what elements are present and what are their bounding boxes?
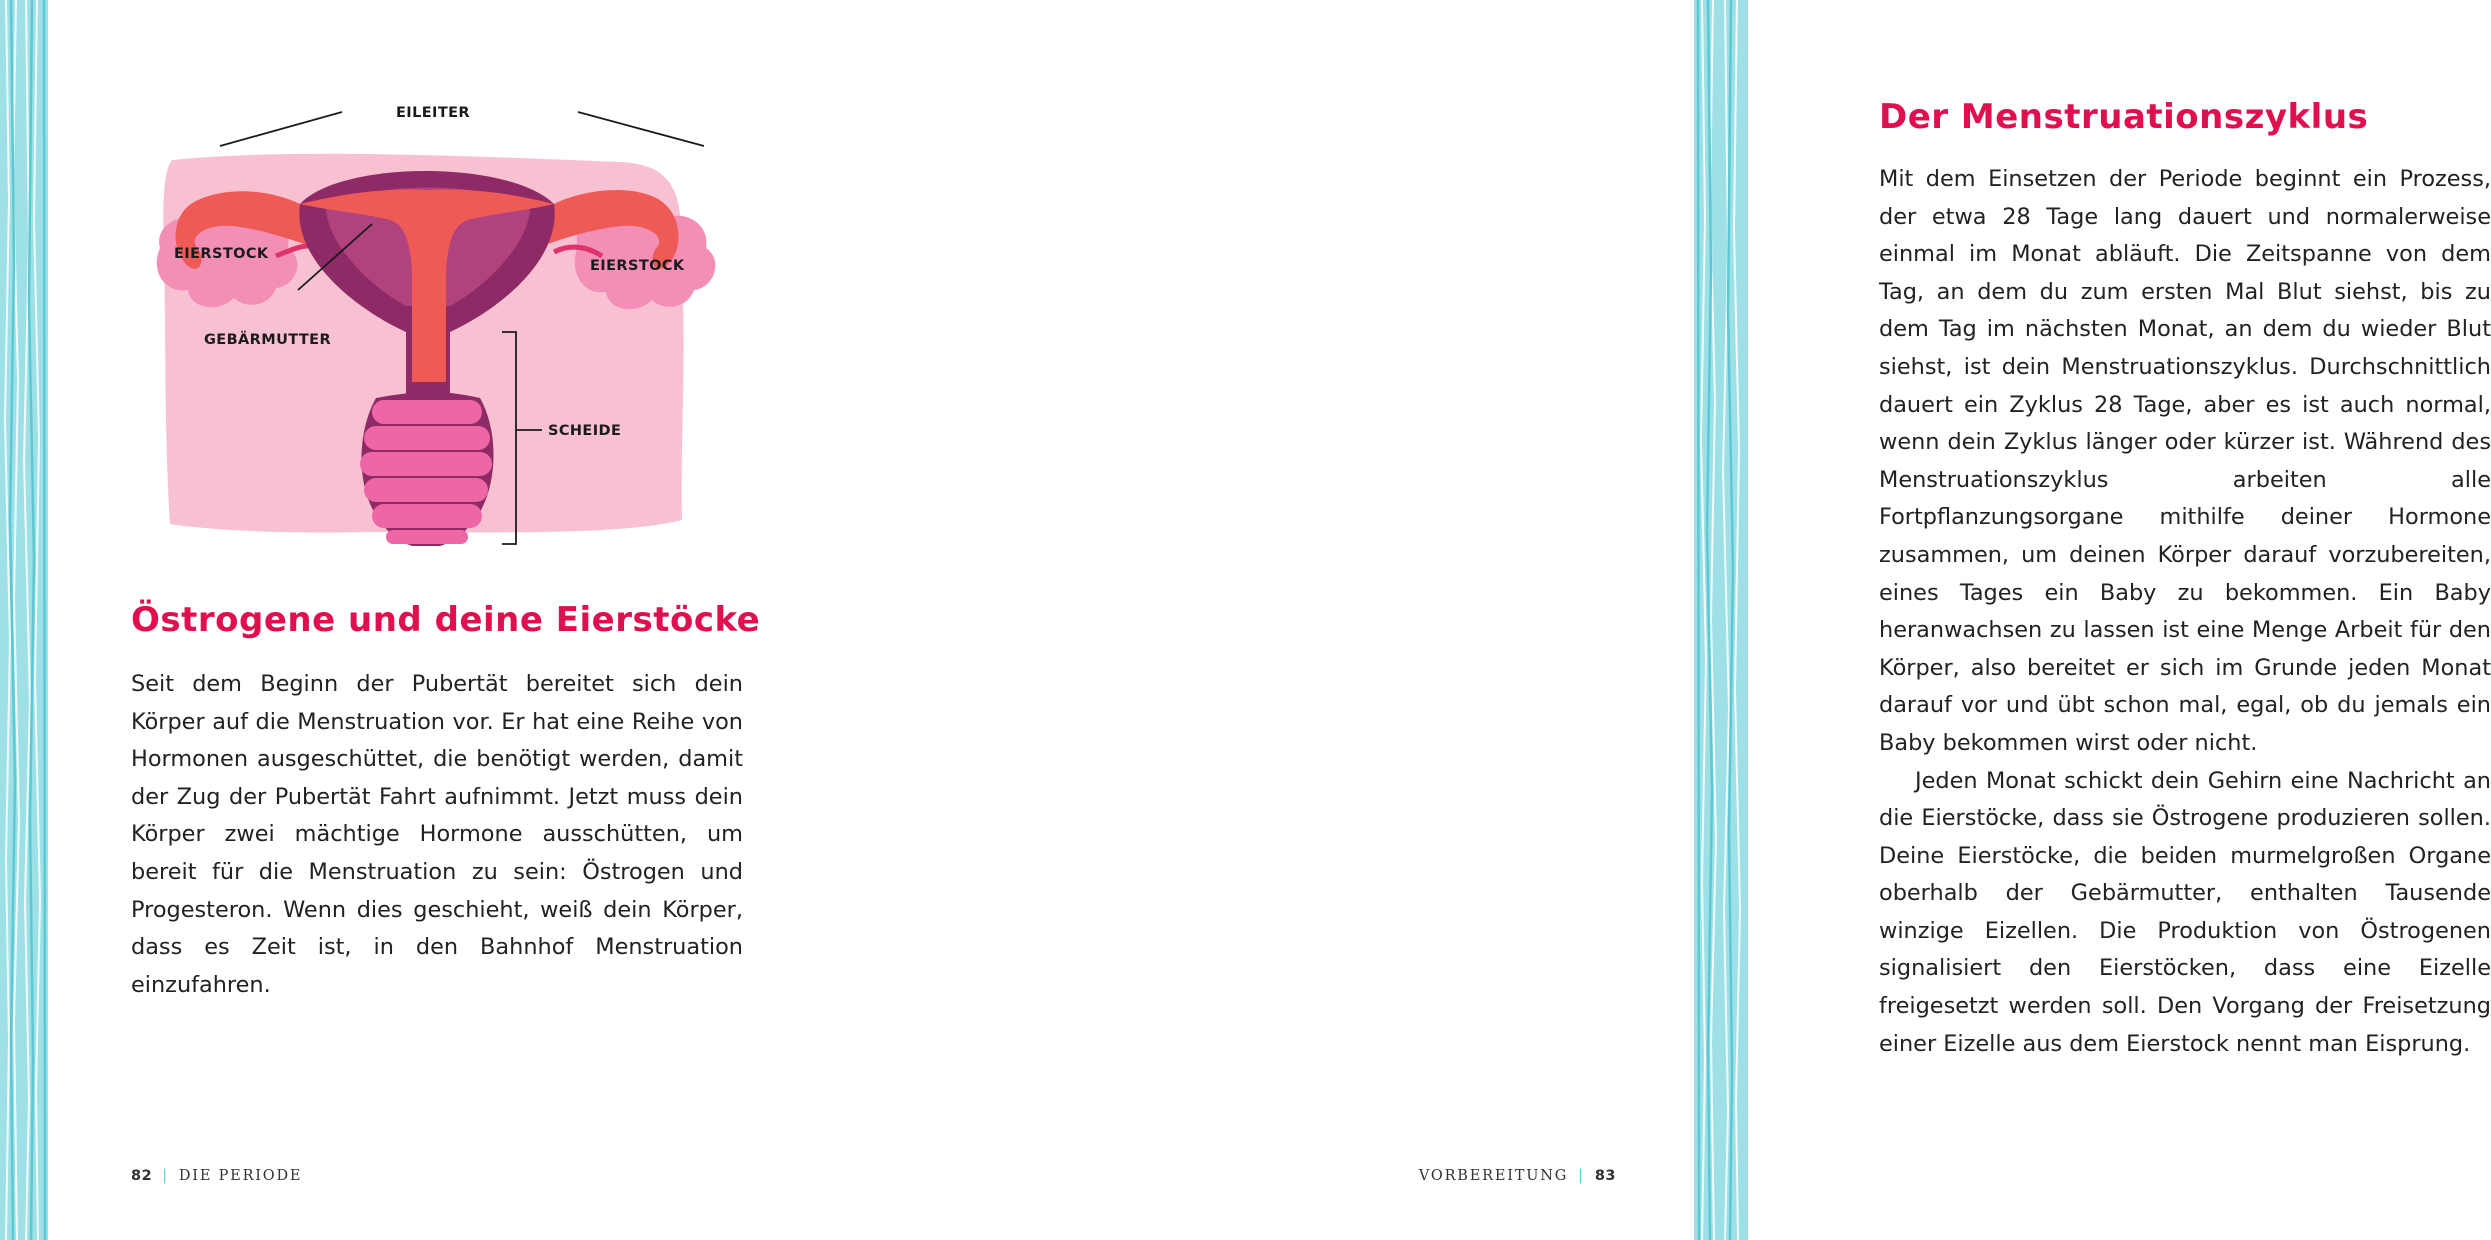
heading-oestrogene: Östrogene und deine Eierstöcke — [131, 600, 761, 640]
folio-left — [131, 1168, 302, 1184]
running-head: DIE PERIODE — [178, 1168, 303, 1184]
label-eierstock-right: EIERSTOCK — [590, 258, 685, 274]
page-number: 82 — [131, 1168, 153, 1184]
right-page — [874, 0, 2491, 1240]
folio-divider: | — [162, 1168, 169, 1184]
running-head: VORBEREITUNG — [1418, 1168, 1569, 1184]
paragraph: Jeden Monat schickt dein Gehirn eine Nachricht an die Eierstöcke, dass sie Östrogene produzieren sollen. Deine Eierstöcke, die beiden murmelgroßen Organe oberhalb der Gebärmutter, enthalten Tausende winzige Eizellen. Die Produktion von Östrogenen signalisiert den Eierstöcken, dass eine Eizelle freigesetzt werden soll. Den Vorgang der Freisetzung einer Eizelle aus dem Eierstock nennt man Eisprung. — [1879, 767, 2491, 1057]
paragraph: Mit dem Einsetzen der Periode beginnt ein Prozess, der etwa 28 Tage lang dauert und normalerweise einmal im Monat abläuft. Die Zeitspanne von dem Tag, an dem du zum ersten Mal Blut siehst, bis zu dem Tag im nächsten Monat, an dem du wieder Blut siehst, ist dein Menstruationszyklus. Durchschnittlich dauert ein Zyklus 28 Tage, aber es ist auch normal, wenn dein Zyklus länger oder kürzer ist. Während des Menstruationszyklus arbeiten alle Fortpflanzungsorgane mithilfe deiner Hormone zusammen, um deinen Körper darauf vorzubereiten, eines Tages ein Baby zu bekommen. Ein Baby heranwachsen zu lassen ist eine Menge Arbeit für den Körper, also bereitet er sich im Grunde jeden Monat darauf vor und übt schon mal, egal, ob du jemals ein Baby bekommen wirst oder nicht. — [1879, 166, 2491, 756]
left-body-text — [131, 666, 743, 1004]
heading-menstruationszyklus: Der Menstruationszyklus — [1879, 97, 2369, 137]
folio-right — [1419, 1168, 1616, 1184]
label-scheide: SCHEIDE — [548, 423, 622, 439]
left-page — [0, 0, 874, 1240]
folio-divider: | — [1578, 1168, 1585, 1184]
paragraph: Seit dem Beginn der Pubertät bereitet sich dein Körper auf die Menstruation vor. Er hat eine Reihe von Hormonen ausgeschüttet, die benötigt werden, damit der Zug der Pubertät Fahrt aufnimmt. Jetzt muss dein Körper zwei mächtige Hormone ausschütten, um bereit für die Menstruation zu sein: Östrogen und Progesteron. Wenn dies geschieht, weiß dein Körper, dass es Zeit ist, in den Bahnhof Menstruation einzufahren. — [131, 671, 743, 998]
label-eierstock-left: EIERSTOCK — [174, 246, 269, 262]
page-number: 83 — [1594, 1168, 1616, 1184]
label-gebaermutter: GEBÄRMUTTER — [204, 332, 332, 348]
reproductive-organs-diagram — [150, 100, 730, 570]
uterus-illustration — [150, 100, 730, 570]
label-eileiter: EILEITER — [396, 105, 471, 121]
right-body-text — [1879, 161, 2491, 1063]
